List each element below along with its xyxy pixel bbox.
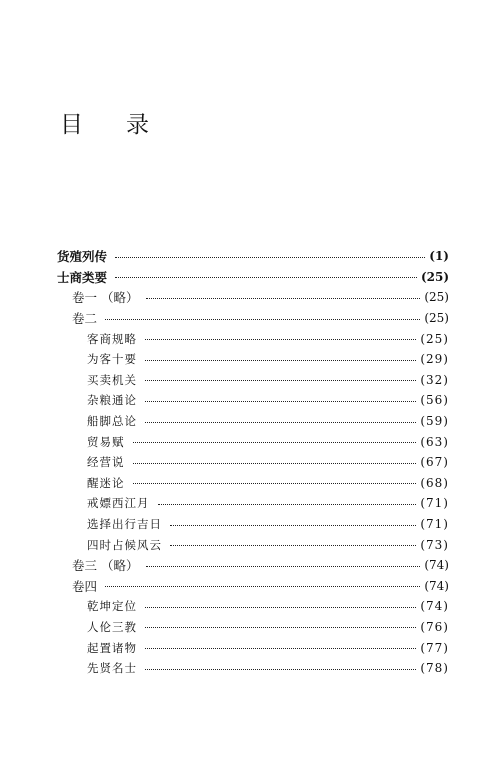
toc-leader-dots (146, 298, 420, 299)
toc-entry (0, 617, 504, 638)
toc-entry (0, 452, 504, 473)
toc-entry (0, 370, 504, 391)
toc-entry-page: (71) (420, 517, 449, 532)
toc-entry-page: (68) (420, 475, 449, 490)
toc-entry (0, 514, 504, 535)
toc-entry-label: 为客十要 (87, 352, 137, 367)
toc-entry (0, 493, 504, 514)
toc-entry (0, 555, 504, 576)
toc-entry (0, 637, 504, 658)
toc-leader-dots (105, 319, 420, 320)
toc-entry-label: 四时占候风云 (87, 537, 162, 552)
title-char-lu: 录 (126, 112, 149, 138)
toc-leader-dots (145, 627, 416, 628)
toc-entry (0, 287, 504, 308)
toc-leader-dots (145, 648, 416, 649)
toc-entry-label: 选择出行吉日 (87, 517, 162, 532)
toc-entry (0, 349, 504, 370)
toc-entry-label: 买卖机关 (87, 372, 137, 387)
toc-entry-label: 人伦三教 (87, 619, 137, 634)
toc-entry-page: (74) (420, 599, 449, 614)
toc-entry (0, 308, 504, 329)
toc-entry-page: (1) (429, 249, 449, 264)
toc-leader-dots (145, 422, 416, 423)
toc-entry-page: (25) (424, 290, 449, 305)
table-of-contents (0, 246, 504, 678)
toc-entry-page: (78) (420, 661, 449, 676)
toc-leader-dots (145, 607, 416, 608)
toc-entry (0, 390, 504, 411)
toc-leader-dots (133, 463, 417, 464)
toc-leader-dots (105, 586, 420, 587)
toc-leader-dots (145, 401, 416, 402)
toc-leader-dots (133, 442, 417, 443)
toc-entry-page: (74) (424, 558, 449, 573)
toc-leader-dots (145, 360, 416, 361)
toc-entry-page: (25) (420, 331, 449, 346)
toc-entry (0, 431, 504, 452)
toc-entry-label: 船脚总论 (87, 414, 137, 429)
toc-entry-page: (71) (420, 496, 449, 511)
toc-leader-dots (145, 380, 416, 381)
toc-entry-label: 士商类要 (57, 269, 108, 285)
toc-entry-page: (73) (420, 537, 449, 552)
toc-entry-label: 卷二 (72, 311, 98, 327)
toc-entry-label: 卷三 （略） (72, 558, 139, 574)
toc-entry (0, 534, 504, 555)
toc-entry-page: (63) (420, 434, 449, 449)
toc-entry-label: 起置诸物 (87, 640, 137, 655)
toc-entry-page: (77) (420, 640, 449, 655)
toc-leader-dots (170, 545, 416, 546)
toc-leader-dots (145, 339, 416, 340)
toc-entry (0, 411, 504, 432)
toc-entry-page: (25) (424, 311, 449, 326)
toc-entry-label: 先贤名士 (87, 661, 137, 676)
toc-entry-label: 乾坤定位 (87, 599, 137, 614)
toc-entry (0, 576, 504, 597)
toc-entry-label: 醒迷论 (87, 475, 125, 490)
toc-entry-label: 货殖列传 (57, 249, 108, 265)
toc-entry-label: 杂粮通论 (87, 393, 137, 408)
toc-entry-label: 经营说 (87, 455, 125, 470)
toc-entry (0, 596, 504, 617)
toc-leader-dots (133, 483, 417, 484)
toc-leader-dots (115, 277, 417, 278)
toc-leader-dots (115, 257, 425, 258)
toc-entry-page: (76) (420, 619, 449, 634)
toc-entry (0, 473, 504, 494)
toc-entry-page: (74) (424, 578, 449, 593)
toc-entry (0, 658, 504, 679)
toc-entry-page: (29) (420, 352, 449, 367)
toc-leader-dots (145, 669, 416, 670)
toc-leader-dots (158, 504, 417, 505)
toc-entry-label: 戒嫖西江月 (87, 496, 150, 511)
toc-entry-page: (59) (420, 414, 449, 429)
toc-entry-label: 卷四 (72, 578, 98, 594)
toc-entry (0, 267, 504, 288)
toc-entry-page: (32) (420, 372, 449, 387)
toc-entry-page: (56) (420, 393, 449, 408)
title-char-mu: 目 (60, 112, 83, 138)
toc-entry-label: 卷一 （略） (72, 290, 139, 306)
toc-entry (0, 246, 504, 267)
toc-entry (0, 328, 504, 349)
toc-entry-label: 客商规略 (87, 331, 137, 346)
toc-leader-dots (146, 566, 420, 567)
toc-entry-page: (25) (420, 269, 449, 284)
toc-entry-page: (67) (420, 455, 449, 470)
toc-entry-label: 贸易赋 (87, 434, 125, 449)
toc-leader-dots (170, 525, 416, 526)
